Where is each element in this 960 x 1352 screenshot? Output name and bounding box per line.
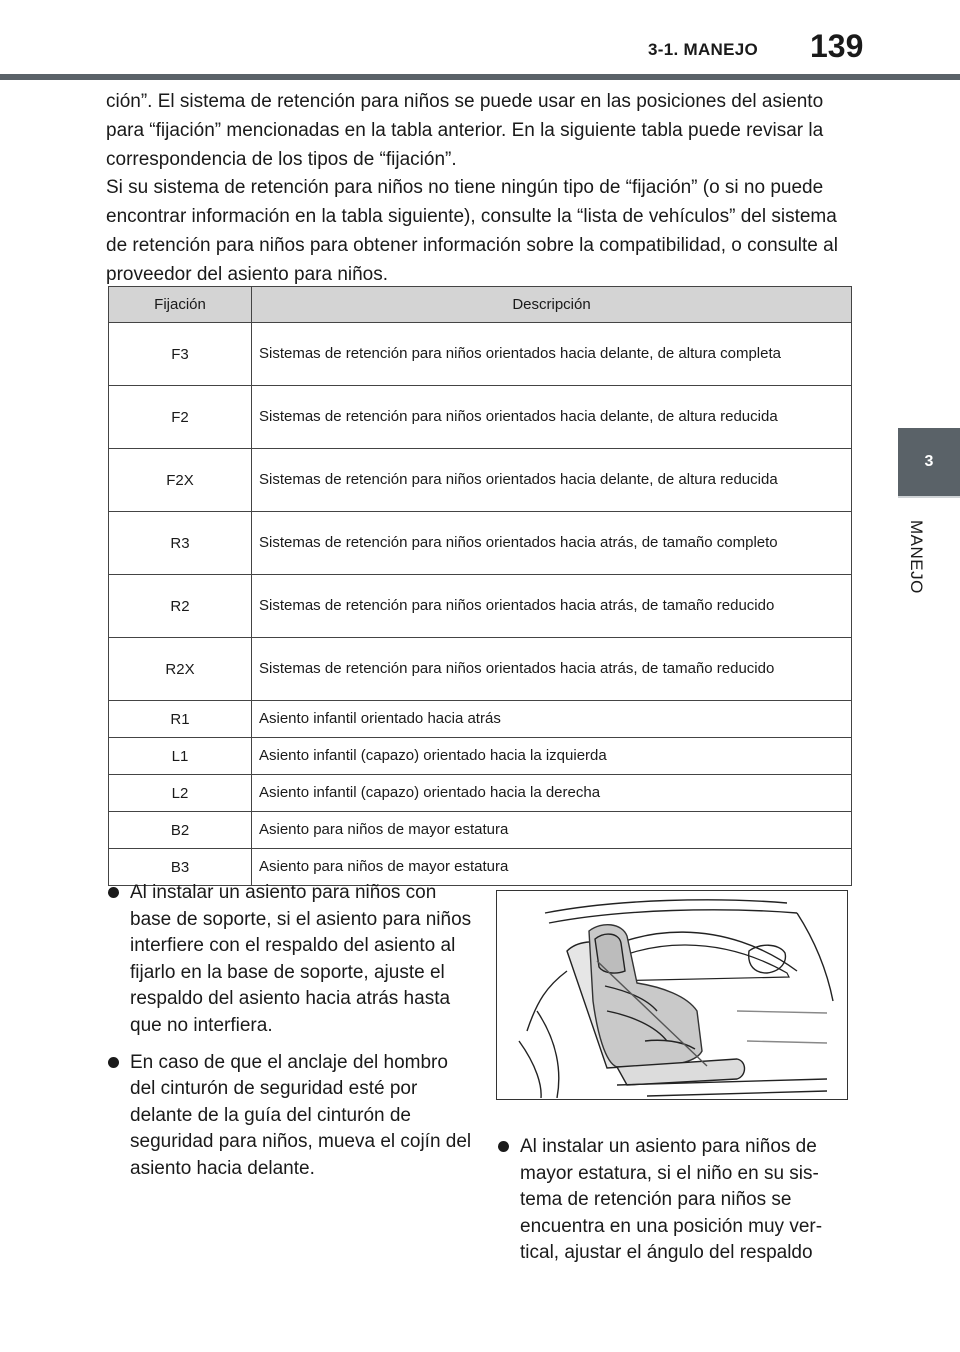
intro-text [106, 88, 846, 290]
fixation-description: Asiento para niños de mayor estatura [252, 812, 852, 849]
bullet-text: Al instalar un asiento para niños de mayor estatura, si el niño en su sistema de retención para niños se encuentra en una posición muy vertical, ajustar el ángulo del respaldo [520, 1136, 823, 1264]
table-row [109, 386, 852, 449]
column-header-description: Descripción [252, 287, 852, 323]
fixation-code: R3 [109, 512, 252, 575]
fixation-description: Asiento infantil orientado hacia atrás [252, 701, 852, 738]
chapter-tab-divider [898, 496, 960, 498]
bullet-dot-icon [498, 1141, 509, 1152]
list-item [106, 880, 476, 1040]
table-row [109, 812, 852, 849]
bullet-list-right [496, 1134, 846, 1277]
bullet-list-left [106, 880, 476, 1193]
chapter-tab[interactable] [898, 428, 960, 496]
fixation-description: Sistemas de retención para niños orientados hacia delante, de altura completa [252, 323, 852, 386]
intro-paragraph-1: ción”. El sistema de retención para niños se puede usar en las posiciones del asiento para “fijación” mencionadas en la tabla anterior. En la siguiente tabla puede revisar la correspondencia de los tipos de “fijación”. [106, 91, 824, 170]
table-row [109, 512, 852, 575]
table-row [109, 775, 852, 812]
bullet-dot-icon [108, 887, 119, 898]
fixation-code: L1 [109, 738, 252, 775]
list-item [106, 1050, 476, 1183]
bullet-dot-icon [108, 1057, 119, 1068]
fixation-code: B2 [109, 812, 252, 849]
fixation-description: Sistemas de retención para niños orientados hacia delante, de altura reducida [252, 449, 852, 512]
table-header-row [109, 287, 852, 323]
table-row [109, 449, 852, 512]
fixation-description: Sistemas de retención para niños orientados hacia delante, de altura reducida [252, 386, 852, 449]
fixation-description: Asiento infantil (capazo) orientado hacia la derecha [252, 775, 852, 812]
chapter-number: 3 [924, 453, 934, 470]
bullet-text: Al instalar un asiento para niños con base de soporte, si el asiento para niños interfiere con el respaldo del asiento al fijarlo en la base de soporte, ajuste el respaldo del asiento hacia atrás hasta que no interfiera. [130, 882, 472, 1036]
table-row [109, 638, 852, 701]
fixation-code: F2X [109, 449, 252, 512]
fixation-code: B3 [109, 849, 252, 886]
fixation-code: R2X [109, 638, 252, 701]
fixation-description: Sistemas de retención para niños orientados hacia atrás, de tamaño completo [252, 512, 852, 575]
fixation-description: Sistemas de retención para niños orientados hacia atrás, de tamaño reducido [252, 638, 852, 701]
fixation-code: F3 [109, 323, 252, 386]
fixation-code: F2 [109, 386, 252, 449]
header-rule [0, 74, 960, 80]
fixation-description: Asiento para niños de mayor estatura [252, 849, 852, 886]
bullet-text: En caso de que el anclaje del hombro del cinturón de seguridad esté por delante de la guía del cinturón de seguridad para niños, mueva el cojín del asiento hacia delante. [130, 1051, 472, 1179]
fixation-code: R2 [109, 575, 252, 638]
table-row [109, 575, 852, 638]
table-row [109, 701, 852, 738]
chapter-title: MANEJO [907, 520, 926, 594]
child-seat-figure [496, 890, 848, 1100]
fixation-code: L2 [109, 775, 252, 812]
fixation-table [108, 286, 852, 886]
child-seat-illustration-icon [497, 891, 846, 1098]
fixation-description: Sistemas de retención para niños orientados hacia atrás, de tamaño reducido [252, 575, 852, 638]
section-label: 3-1. MANEJO [648, 40, 759, 59]
intro-paragraph-2: Si su sistema de retención para niños no tiene ningún tipo de “fijación” (o si no puede encontrar información en la tabla siguiente), consulte la “lista de vehículos” del sistema de retención para niños para obtener información sobre la compatibilidad, o consulte al proveedor del asiento para niños. [106, 177, 838, 285]
fixation-description: Asiento infantil (capazo) orientado hacia la izquierda [252, 738, 852, 775]
list-item [496, 1134, 846, 1267]
column-header-fixation: Fijación [109, 287, 252, 323]
table-row [109, 738, 852, 775]
page-number: 139 [810, 28, 864, 64]
fixation-code: R1 [109, 701, 252, 738]
table-row [109, 323, 852, 386]
